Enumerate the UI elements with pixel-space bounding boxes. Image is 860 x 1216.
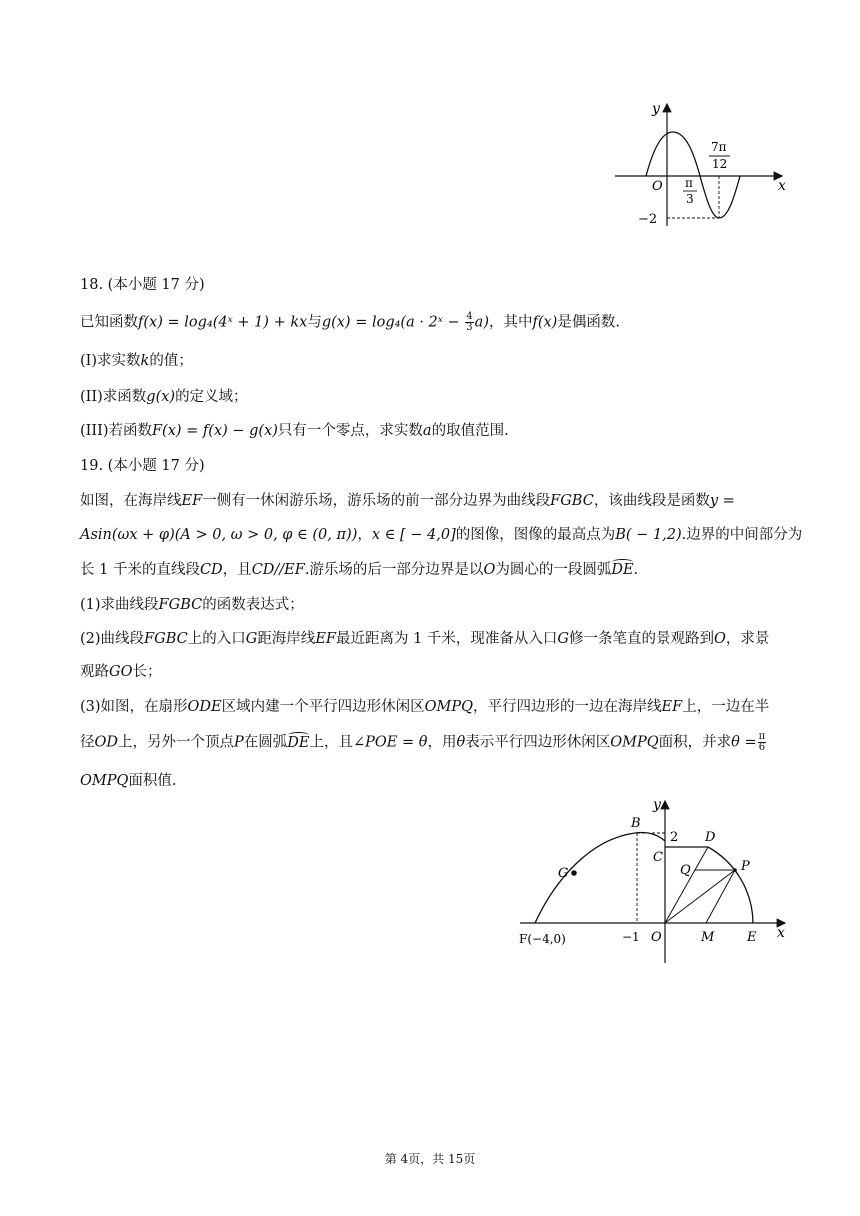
y-axis-label: y [652,101,660,117]
label-Q: Q [680,863,691,878]
label-P: P [741,859,750,874]
segment-MP [706,870,735,923]
tick-pi-over-3-num: π [685,176,693,190]
segment-OP [665,870,735,923]
label-two: 2 [670,830,679,845]
page-footer: 第 4页，共 15页 [384,1152,476,1166]
point-G [571,870,577,876]
radius-OD [665,847,708,923]
park-diagram-figure [515,795,790,967]
label-C: C [653,850,663,865]
label-F: F(−4,0) [519,932,566,946]
q18-part2: (II)求函数g(x)的定义域； [80,389,248,405]
q19-part2-line2: 观路GO长； [80,664,162,680]
x-axis-label: x [778,178,786,194]
curve-FGBC [535,832,665,923]
label-O: O [651,930,662,945]
q19-header: 19. (本小题 17 分) [80,458,205,474]
q18-header: 18. (本小题 17 分) [80,277,205,293]
q19-part1: (1)求曲线段FGBC的函数表达式； [80,597,304,613]
label-G: G [558,866,569,881]
q19-line1: 如图，在海岸线EF一侧有一休闲游乐场，游乐场的前一部分边界为曲线段FGBC，该曲线段是函数y = [80,493,735,509]
q18-stem: 已知函数f(x) = log₄(4ˣ + 1) + kx与g(x) = log₄(a · 2ˣ − $\frac{4}{3}$ a)，其中f(x)是偶函数. [80,311,620,333]
tick-7pi-over-12-num: 7π [711,140,727,154]
q19-part2-line1: (2)曲线段FGBC上的入口G距海岸线EF最近距离为 1 千米，现准备从入口G修一条笔直的景观路到O，求景 [80,631,770,647]
q19-part3-line1: (3)如图，在扇形ODE区域内建一个平行四边形休闲区OMPQ，平行四边形的一边在海岸线EF上，一边在半 [80,699,770,715]
tick-pi-over-3-den: 3 [686,192,694,206]
q19-part3-line3: OMPQ面积值. [80,773,177,789]
q19-line2: Asin(ωx + φ)(A > 0, ω > 0, φ ∈ (0, π))，x ∈ [ − 4,0]的图像，图像的最高点为B( − 1,2).边界的中间部分为 [80,527,803,543]
y-axis-label: y [653,797,661,813]
label-E: E [747,930,757,945]
q18-part1: (I)求实数k的值； [80,353,193,369]
sine-graph-figure [610,98,790,232]
tick-7pi-over-12-den: 12 [712,157,728,171]
label-D: D [705,830,716,845]
label-M: M [701,930,715,945]
q18-part3: (III)若函数F(x) = f(x) − g(x)只有一个零点，求实数a的取值范围. [80,423,509,439]
tick-minus-two: −2 [638,212,658,227]
origin-label: O [652,179,663,194]
fraction-four-thirds: $\frac{4}{3}$ [466,311,473,333]
fraction-pi-over-6: $\frac{\pi}{6}$ [758,731,766,753]
q19-line3: 长 1 千米的直线段CD，且CD//EF.游乐场的后一部分边界是以O为圆心的一段圆弧DE. [80,562,639,578]
x-axis-label: x [777,925,785,941]
q19-part3-line2: 径OD上，另外一个顶点P在圆弧DE上，且∠POE = θ，用θ表示平行四边形休闲区OMPQ面积，并求θ = $\frac{\pi}{6}$ [80,731,766,753]
label-B: B [631,816,641,831]
label-minus-one: −1 [622,930,640,944]
point-P [733,868,737,872]
